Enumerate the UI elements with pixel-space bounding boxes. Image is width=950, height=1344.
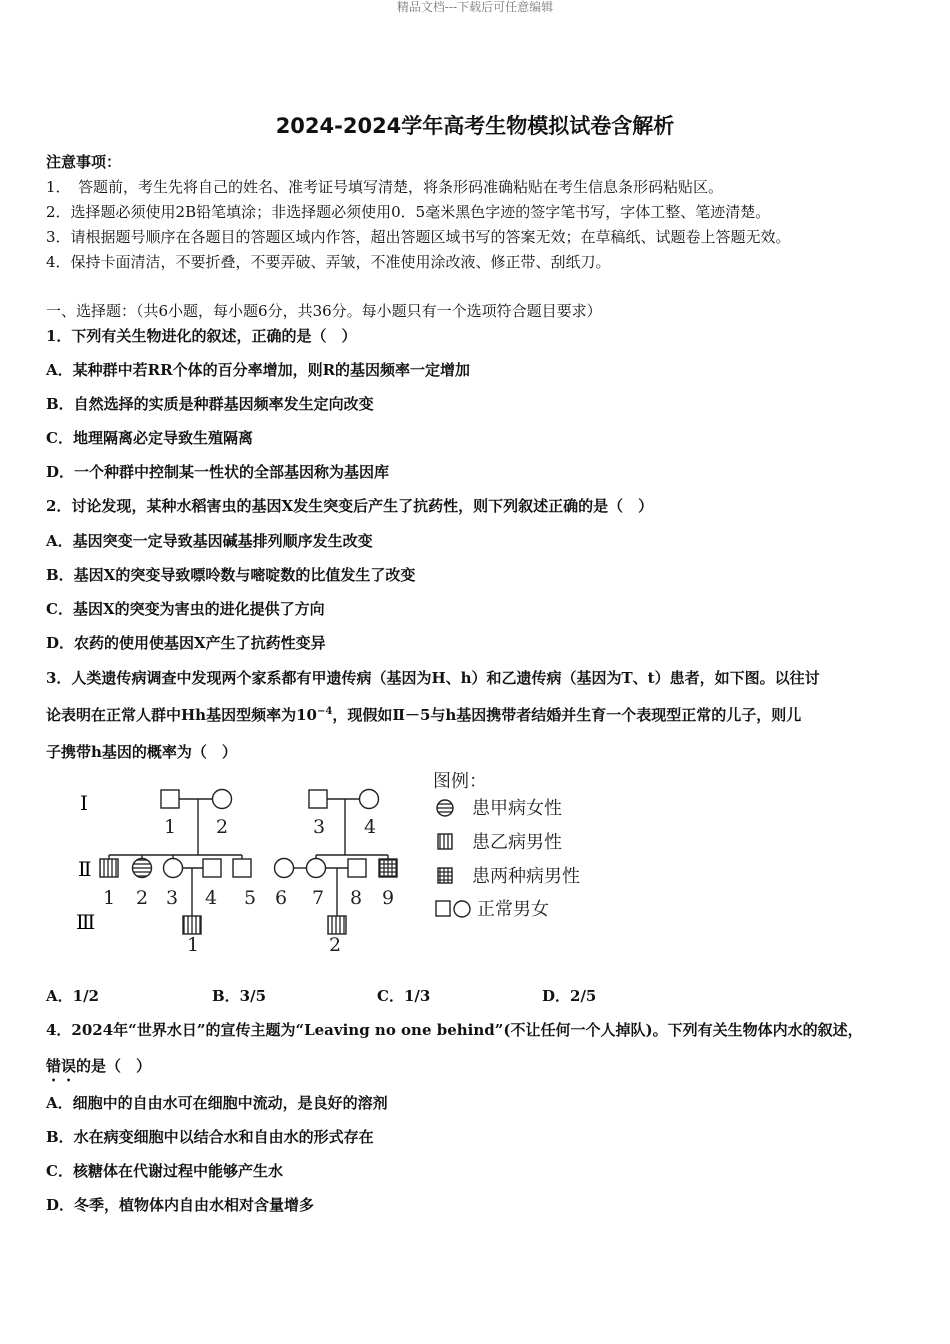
q1-option-c: C．地理隔离必定导致生殖隔离 [46,429,253,447]
q2-option-a: A．基因突变一定导致基因碱基排列顺序发生改变 [46,532,373,550]
family1-gen1-female-2 [213,790,232,809]
family1-gen2-male-5 [233,859,251,877]
q2-stem: 2．讨论发现，某种水稻害虫的基因X发生突变后产生了抗药性，则下列叙述正确的是（ ） [46,497,654,515]
generation-label-2: Ⅱ [78,857,92,881]
q3-options [46,985,906,1005]
pedigree-number: 8 [350,887,363,909]
q3-stem-line3: 子携带h基因的概率为（ ） [46,743,237,761]
q4-option-c: C．核糖体在代谢过程中能够产生水 [46,1162,283,1180]
q1-option-b: B．自然选择的实质是种群基因频率发生定向改变 [46,395,374,413]
notice-heading: 注意事项： [46,153,122,171]
q3-option-b: B．3/5 [212,987,267,1005]
q1-stem: 1．下列有关生物进化的叙述，正确的是（ ） [46,327,357,345]
notice-item-2: 2．选择题必须使用2B铅笔填涂；非选择题必须使用0．5毫米黑色字迹的签字笔书写，字体工整、笔迹清楚。 [46,203,771,221]
legend-symbol-normal-female [454,901,470,917]
legend-label-male-b: 患乙病男性 [472,832,562,853]
q3-stem-line1: 3．人类遗传病调查中发现两个家系都有甲遗传病（基因为H、h）和乙遗传病（基因为T、t）患者，如下图。以往讨 [46,669,820,687]
q3-stem-line2: 论表明在正常人群中Hh基因型频率为$10^{-4}$，现假如Ⅱ－5与h基因携带者结婚并生育一个表现型正常的儿子，则儿 [46,706,802,724]
legend-title: 图例： [433,771,487,792]
page-header: 精品文档---下载后可任意编辑 [396,0,554,14]
q1-option-a: A．某种群中若RR个体的百分率增加，则R的基因频率一定增加 [46,361,471,379]
generation-label-3: Ⅲ [76,910,96,934]
family1-gen1-male-1 [161,790,179,808]
family2-gen2-female-6 [275,859,294,878]
q3-option-d: D．2/5 [542,987,597,1005]
family1-gen2-male-4 [203,859,221,877]
pedigree-number: 7 [312,887,325,909]
family2-gen2-male-8 [348,859,366,877]
pedigree-number: 1 [103,887,116,909]
family1-gen2-male-1 [100,859,118,877]
q4-option-b: B．水在病变细胞中以结合水和自由水的形式存在 [46,1128,374,1146]
notice-item-1: 1． 答题前，考生先将自己的姓名、准考证号填写清楚，将条形码准确粘贴在考生信息条形码粘贴区。 [46,178,724,196]
legend-symbol-female-a [437,800,453,816]
pedigree-figure [66,770,606,956]
family2-gen3-male-2 [328,916,346,934]
section-heading: 一、选择题：（共6小题，每小题6分，共36分。每小题只有一个选项符合题目要求） [46,302,602,320]
q2-option-c: C．基因X的突变为害虫的进化提供了方向 [46,600,325,618]
family2-gen1-male-3 [309,790,327,808]
family1-gen2-female-3 [164,859,183,878]
legend-symbol-male-b [438,834,452,849]
pedigree-number: 2 [136,887,149,909]
pedigree-number: 4 [364,816,377,838]
pedigree-number: 1 [187,934,200,956]
pedigree-number: 5 [244,887,257,909]
legend-symbol-normal-male [436,901,450,916]
page-title: 2024-2024学年高考生物模拟试卷含解析 [275,114,675,138]
pedigree-number: 3 [313,816,326,838]
family2-gen2-female-7 [307,859,326,878]
generation-label-1: Ⅰ [80,791,88,815]
pedigree-number: 4 [205,887,218,909]
notice-item-4: 4．保持卡面清洁，不要折叠，不要弄破、弄皱，不准使用涂改液、修正带、刮纸刀。 [46,253,611,271]
pedigree-number: 6 [275,887,288,909]
q4-option-d: D．冬季，植物体内自由水相对含量增多 [46,1196,315,1214]
pedigree-number: 9 [382,887,395,909]
q2-option-b: B．基因X的突变导致嘌呤数与嘧啶数的比值发生了改变 [46,566,416,584]
pedigree-number: 1 [164,816,177,838]
family1-gen3-male-1 [183,916,201,934]
q2-option-d: D．农药的使用使基因X产生了抗药性变异 [46,634,326,652]
q4-stem-line1: 4．2024年“世界水日”的宣传主题为“Leaving no one behind”(不让任何一个人掉队)。下列有关生物体内水的叙述， [46,1021,863,1039]
pedigree-number: 2 [329,934,342,956]
pedigree-number: 3 [166,887,179,909]
notice-item-3: 3．请根据题号顺序在各题目的答题区域内作答，超出答题区域书写的答案无效；在草稿纸、试题卷上答题无效。 [46,228,791,246]
q4-stem-line2: 错误的是（ ） [46,1057,152,1075]
family2-gen1-female-4 [360,790,379,809]
family2-gen2-male-9 [379,859,397,877]
legend-label-male-ab: 患两种病男性 [472,866,580,887]
legend-label-normal: 正常男女 [477,899,549,920]
legend-label-female-a: 患甲病女性 [472,798,562,819]
family1-gen2-female-2 [133,859,152,878]
q4-option-a: A．细胞中的自由水可在细胞中流动，是良好的溶剂 [46,1094,388,1112]
emphasis-word: 错误 [46,1057,77,1075]
q3-option-c: C．1/3 [377,987,431,1005]
q3-option-a: A．1/2 [46,987,99,1005]
pedigree-number: 2 [216,816,229,838]
q1-option-d: D．一个种群中控制某一性状的全部基因称为基因库 [46,463,390,481]
legend-symbol-male-ab [438,868,452,883]
